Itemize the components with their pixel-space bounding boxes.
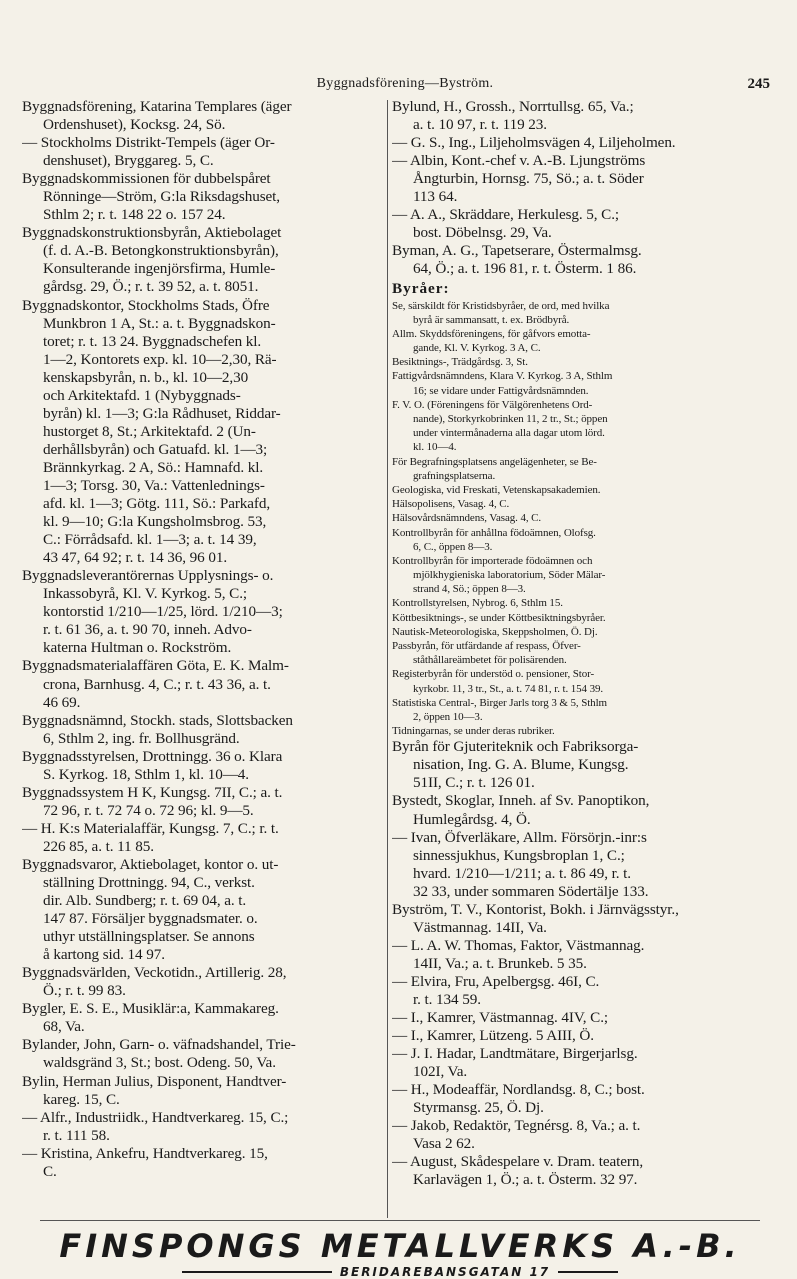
directory-line: — I., Kamrer, Lützeng. 5 AIII, Ö. [392, 1027, 594, 1045]
directory-line: Bylund, H., Grossh., Norrtullsg. 65, Va.; [392, 98, 634, 115]
directory-line: kl. 9—10; G:la Kungsholmsbrog. 53, [43, 513, 267, 531]
page-header [40, 76, 770, 96]
directory-line: katerna Hultman o. Rockström. [43, 639, 232, 657]
directory-line: byrån) kl. 1—3; G:la Rådhuset, Riddar- [43, 404, 281, 422]
directory-line: hustorget 8, St.; Arkitektafd. 2 (Un- [43, 422, 256, 440]
column-divider [387, 100, 388, 1218]
directory-line: — Stockholms Distrikt-Tempels (äger Or- [22, 134, 275, 152]
directory-line: bost. Döbelnsg. 29, Va. [413, 224, 552, 242]
advertisement-address: BERIDAREBANSGATAN 17 [339, 1265, 551, 1279]
directory-line: Passbyrån, för utfärdande af respass, Öfver- [392, 640, 581, 653]
directory-line: Byggnadsnämnd, Stockh. stads, Slottsbacken [22, 711, 293, 729]
directory-line: r. t. 111 58. [43, 1126, 110, 1144]
directory-line: crona, Barnhusg. 4, C.; r. t. 43 36, a. t. [43, 675, 271, 693]
directory-line: — J. I. Hadar, Landtmätare, Birgerjarlsg. [392, 1045, 638, 1063]
directory-line: ställning Drottningg. 94, C., verkst. [43, 874, 255, 892]
directory-line: kontorstid 1/210—1/25, lörd. 1/210—3; [43, 603, 283, 621]
advertisement-title: FINSPONGS METALLVERKS A.-B. [59, 1227, 741, 1265]
directory-line: Hälsovårdsnämndens, Vasag. 4, C. [392, 512, 542, 525]
directory-line: Ö.; r. t. 99 83. [43, 982, 126, 1000]
directory-line: Byggnadsvaror, Aktiebolaget, kontor o. ut- [22, 855, 279, 873]
directory-line: a. t. 10 97, r. t. 119 23. [413, 116, 547, 134]
directory-line: Styrmansg. 25, Ö. Dj. [413, 1099, 544, 1117]
directory-line: 14II, Va.; a. t. Brunkeb. 5 35. [413, 954, 587, 972]
directory-line: Byggnadskommissionen för dubbelspåret [22, 170, 271, 188]
directory-line: strand 4, Sö.; öppen 8—3. [413, 583, 526, 596]
directory-line: Besiktnings-, Trädgårdsg. 3, St. [392, 356, 528, 369]
directory-line: Byggnadsvärlden, Veckotidn., Artillerig. 28, [22, 964, 287, 982]
directory-line: derhållsbyrån) och Gatuafd. kl. 1—3; [43, 440, 268, 458]
directory-line: Byggnadskontor, Stockholms Stads, Öfre [22, 296, 270, 314]
directory-line: Bylander, John, Garn- o. väfnadshandel, Trie- [22, 1036, 296, 1054]
decorative-rule [182, 1271, 332, 1273]
directory-line: — H. K:s Materialaffär, Kungsg. 7, C.; r. t. [22, 819, 279, 837]
directory-line: 1—3; Torsg. 30, Va.: Vattenlednings- [43, 476, 265, 494]
directory-line: — L. A. W. Thomas, Faktor, Västmannag. [392, 936, 645, 954]
directory-line: (f. d. A.-B. Betongkonstruktionsbyrån), [43, 242, 279, 260]
directory-line: Byman, A. G., Tapetserare, Östermalmsg. [392, 242, 642, 260]
directory-line: kyrkobr. 11, 3 tr., St., a. t. 74 81, r. t. 154 39. [413, 682, 604, 695]
directory-line: afd. kl. 1—3; Götg. 111, Sö.: Parkafd, [43, 495, 271, 513]
directory-line: Bystedt, Skoglar, Inneh. af Sv. Panoptikon, [392, 792, 650, 810]
directory-line: gårdsg. 29, Ö.; r. t. 39 52, a. t. 8051. [43, 278, 259, 296]
directory-line: Se, särskildt för Kristidsbyråer, de ord, med hvilka [392, 299, 610, 312]
directory-line: Kontrollbyrån för importerade födoämnen och [392, 554, 593, 567]
directory-line: Byggnadsmaterialaffären Göta, E. K. Malm- [22, 657, 289, 675]
directory-line: Nautisk-Meteorologiska, Skeppsholmen, Ö. Dj. [392, 625, 598, 638]
directory-line: 51II, C.; r. t. 126 01. [413, 774, 535, 792]
directory-line: Byrån för Gjuteriteknik och Fabriksorga- [392, 738, 639, 756]
directory-line: 6, Sthlm 2, ing. fr. Bollhusgränd. [43, 729, 240, 747]
directory-line: 6, C., öppen 8—3. [413, 540, 493, 553]
directory-line: C. [43, 1162, 57, 1180]
directory-line: denshuset), Bryggareg. 5, C. [43, 152, 214, 170]
directory-line: Registerbyrån för understöd o. pensioner, Stor- [392, 668, 595, 681]
directory-line: — Elvira, Fru, Apelbergsg. 46I, C. [392, 972, 600, 990]
directory-line: Bygler, E. S. E., Musiklär:a, Kammakareg. [22, 1000, 279, 1018]
advertisement-banner [55, 1227, 745, 1279]
directory-line: Vasa 2 62. [413, 1135, 475, 1153]
directory-line: Statistiska Central-, Birger Jarls torg 3 & 5, Sthlm [392, 696, 607, 709]
directory-line: Konsulterande ingenjörsfirma, Humle- [43, 260, 276, 278]
directory-line: mjölkhygieniska laboratorium, Söder Mälar- [413, 569, 606, 582]
directory-line: Brännkyrkag. 2 A, Sö.: Hamnafd. kl. [43, 458, 264, 476]
directory-line: Bylin, Herman Julius, Disponent, Handtver- [22, 1072, 287, 1090]
directory-line: — Alfr., Industriidk., Handtverkareg. 15, C.; [22, 1108, 289, 1126]
directory-line: 64, Ö.; a. t. 196 81, r. t. Österm. 1 86. [413, 260, 637, 278]
directory-line: och Arkitektafd. 1 (Nybyggnads- [43, 386, 241, 404]
directory-line: uthyr utställningsplatser. Se annons [43, 928, 255, 946]
left-column [22, 98, 386, 1181]
directory-line: grafningsplatserna. [413, 469, 496, 482]
directory-line: F. V. O. (Föreningens för Välgörenhetens Ord- [392, 398, 593, 411]
directory-line: waldsgränd 3, St.; bost. Odeng. 50, Va. [43, 1054, 276, 1072]
directory-line: Byggnadsstyrelsen, Drottningg. 36 o. Klara [22, 747, 283, 765]
directory-line: 102I, Va. [413, 1063, 468, 1081]
decorative-rule [558, 1271, 618, 1273]
directory-line: 16; se vidare under Fattigvårdsnämnden. [413, 384, 589, 397]
page-number: 245 [747, 76, 770, 92]
directory-line: — Kristina, Ankefru, Handtverkareg. 15, [22, 1144, 268, 1162]
directory-line: Kontrollbyrån för anhållna födoämnen, Olofsg. [392, 526, 596, 539]
directory-line: — H., Modeaffär, Nordlandsg. 8, C.; bost. [392, 1081, 645, 1099]
directory-line: Ångturbin, Hornsg. 75, Sö.; a. t. Söder [413, 170, 644, 188]
directory-line: Karlavägen 1, Ö.; a. t. Österm. 32 97. [413, 1171, 638, 1189]
directory-line: C.: Förrådsafd. kl. 1—3; a. t. 14 39, [43, 531, 257, 549]
directory-line: Hälsopolisens, Vasag. 4, C. [392, 498, 510, 511]
directory-line: 46 69. [43, 693, 81, 711]
running-head: Byggnadsförening—Byström. [316, 76, 494, 91]
directory-line: Byggnadsleverantörernas Upplysnings- o. [22, 567, 274, 585]
directory-line: 32 33, under sommaren Södertälje 133. [413, 882, 649, 900]
directory-line: hvard. 1/210—1/211; a. t. 86 49, r. t. [413, 864, 631, 882]
directory-line: Byggnadsförening, Katarina Templares (äger [22, 98, 292, 115]
directory-line: Munkbron 1 A, St.: a. t. Byggnadskon- [43, 314, 276, 332]
directory-line: Humlegårdsg. 4, Ö. [413, 810, 531, 828]
directory-line: Fattigvårdsnämndens, Klara V. Kyrkog. 3 A, Sthlm [392, 370, 613, 383]
directory-line: — Ivan, Öfverläkare, Allm. Försörjn.-inr:s [392, 828, 647, 846]
directory-line: gande, Kl. V. Kyrkog. 3 A, C. [413, 342, 541, 355]
directory-line: Allm. Skyddsföreningens, för gåfvors emotta- [392, 327, 591, 340]
directory-line: Byggnadssystem H K, Kungsg. 7II, C.; a. t. [22, 783, 283, 801]
directory-line: — G. S., Ing., Liljeholmsvägen 4, Liljeholmen. [392, 134, 676, 152]
directory-line: dir. Alb. Sundberg; r. t. 69 04, a. t. [43, 892, 247, 910]
directory-line: sinnessjukhus, Kungsbroplan 1, C.; [413, 846, 625, 864]
directory-line: under vintermånaderna alla dagar utom lörd. [413, 427, 605, 440]
directory-line: — A. A., Skräddare, Herkulesg. 5, C.; [392, 206, 620, 224]
directory-line: 226 85, a. t. 11 85. [43, 837, 154, 855]
directory-line: Västmannag. 14II, Va. [413, 918, 547, 936]
directory-line: Rönninge—Ström, G:la Riksdagshuset, [43, 188, 280, 206]
directory-line: kenskapsbyrån, n. b., kl. 10—2,30 [43, 368, 249, 386]
directory-line: 72 96, r. t. 72 74 o. 72 96; kl. 9—5. [43, 801, 254, 819]
directory-line: Byström, T. V., Kontorist, Bokh. i Järnvägsstyr., [392, 900, 679, 918]
directory-line: ståthållareämbetet för polisärenden. [413, 654, 567, 667]
directory-line: — Albin, Kont.-chef v. A.-B. Ljungströms [392, 152, 646, 170]
directory-line: 68, Va. [43, 1018, 85, 1036]
directory-line: kl. 10—4. [413, 441, 457, 454]
directory-line: Sthlm 2; r. t. 148 22 o. 157 24. [43, 206, 226, 224]
directory-line: — I., Kamrer, Västmannag. 4IV, C.; [392, 1009, 609, 1027]
bottom-rule [40, 1220, 760, 1221]
directory-line: För Begrafningsplatsens angelägenheter, se Be- [392, 455, 597, 468]
right-column [392, 98, 782, 1190]
directory-line: nande), Storkyrkobrinken 11, 2 tr., St.; öppen [413, 413, 608, 426]
directory-line: 113 64. [413, 188, 458, 206]
directory-line: 147 87. Försäljer byggnadsmater. o. [43, 910, 258, 928]
directory-line: S. Kyrkog. 18, Sthlm 1, kl. 10—4. [43, 765, 249, 783]
directory-line: r. t. 61 36, a. t. 90 70, inneh. Advo- [43, 621, 252, 639]
directory-line: 2, öppen 10—3. [413, 710, 483, 723]
directory-line: r. t. 134 59. [413, 990, 481, 1008]
directory-line: Ordenshuset), Kocksg. 24, Sö. [43, 116, 226, 134]
directory-line: 43 47, 64 92; r. t. 14 36, 96 01. [43, 549, 228, 567]
directory-line: toret; r. t. 13 24. Byggnadschefen kl. [43, 332, 262, 350]
directory-line: Geologiska, vid Freskati, Vetenskapsakademien. [392, 483, 601, 496]
directory-line: byrå är sammansatt, t. ex. Brödbyrå. [413, 313, 570, 326]
directory-line: Byråer: [392, 280, 450, 298]
directory-line: Tidningarnas, se under deras rubriker. [392, 725, 555, 738]
directory-line: — August, Skådespelare v. Dram. teatern, [392, 1153, 644, 1171]
directory-line: — Jakob, Redaktör, Tegnérsg. 8, Va.; a. t. [392, 1117, 641, 1135]
directory-line: nisation, Ing. G. A. Blume, Kungsg. [413, 756, 629, 774]
directory-line: å kartong sid. 14 97. [43, 946, 165, 964]
directory-line: Köttbesiktnings-, se under Köttbesiktningsbyråer. [392, 611, 606, 624]
directory-line: Kontrollstyrelsen, Nybrog. 6, Sthlm 15. [392, 597, 563, 610]
directory-line: Inkassobyrå, Kl. V. Kyrkog. 5, C.; [43, 585, 248, 603]
directory-line: 1—2, Kontorets exp. kl. 10—2,30, Rä- [43, 350, 277, 368]
directory-line: kareg. 15, C. [43, 1090, 120, 1108]
directory-line: Byggnadskonstruktionsbyrån, Aktiebolaget [22, 224, 282, 242]
advertisement-address-row [55, 1265, 745, 1279]
